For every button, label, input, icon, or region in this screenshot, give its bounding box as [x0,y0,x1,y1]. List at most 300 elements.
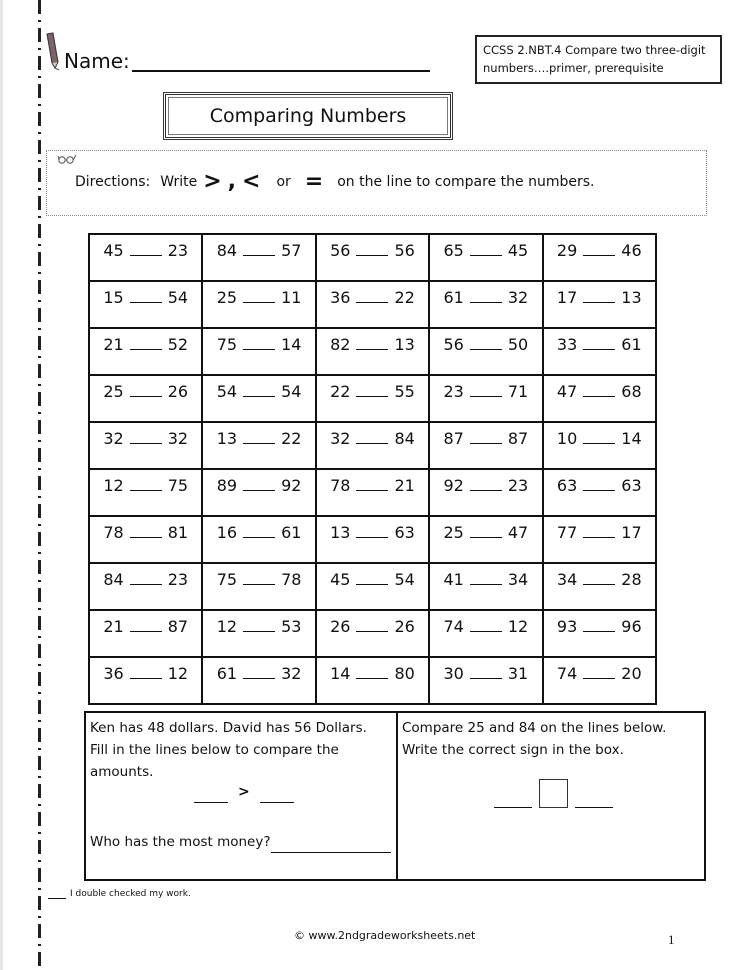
left-number: 56 [443,335,464,354]
grid-cell [316,422,429,469]
comparison-problem [430,288,541,307]
grid-cell [543,328,656,375]
grid-cell [316,610,429,657]
left-number: 61 [443,288,464,307]
grid-cell [429,563,542,610]
right-number: 17 [621,523,642,542]
grid-row [89,422,656,469]
right-number: 13 [621,288,642,307]
grid-row [89,516,656,563]
grid-cell [316,563,429,610]
page-title: Comparing Numbers [163,92,453,140]
answer-blank[interactable] [356,430,388,444]
left-number: 13 [330,523,351,542]
right-number: 14 [621,429,642,448]
answer-blank[interactable] [130,430,162,444]
answer-blank-right[interactable] [260,789,294,803]
left-number: 30 [443,664,464,683]
grid-cell [89,469,202,516]
comparison-problem [430,664,541,683]
right-number: 14 [281,335,302,354]
money-compare-row [194,781,294,803]
right-number: 87 [167,617,189,636]
answer-blank[interactable] [470,430,502,444]
grid-cell [89,422,202,469]
answer-blank[interactable] [470,383,502,397]
left-number: 25 [443,523,464,542]
comparison-problem [90,288,201,307]
grid-cell [429,610,542,657]
dashed-cut-line [38,0,41,970]
grid-cell [89,281,202,328]
answer-blank[interactable] [356,571,388,585]
word-problem-line-1: Ken has 48 dollars. David has 56 Dollars. [90,720,367,736]
right-number: 21 [394,476,415,495]
answer-blank[interactable] [583,524,615,538]
grid-cell [429,469,542,516]
comparison-problem [544,664,655,683]
word-problem-line-3: amounts. [90,764,154,780]
comparison-problem [544,382,655,401]
left-number: 75 [216,335,238,354]
comparison-problem [90,617,201,636]
comparison-problem [544,288,655,307]
left-number: 36 [330,288,351,307]
answer-blank[interactable] [356,336,388,350]
compare-instruction-1: Compare 25 and 84 on the lines below. [402,720,667,736]
answer-blank[interactable] [243,571,275,585]
left-number: 12 [103,476,124,495]
name-input-line[interactable] [132,52,430,72]
comparison-problem [90,664,201,683]
comparison-problem [317,664,428,683]
grid-cell [89,328,202,375]
comparison-problem [203,429,314,448]
right-number: 23 [167,570,189,589]
right-number: 52 [167,335,189,354]
grid-row [89,234,656,281]
comparison-problem [544,570,655,589]
answer-blank[interactable] [583,618,615,632]
left-number: 17 [556,288,578,307]
answer-blank[interactable] [243,524,275,538]
grid-row [89,328,656,375]
left-number: 25 [216,288,238,307]
right-number: 54 [281,382,302,401]
right-number: 13 [394,335,415,354]
left-number: 93 [556,617,578,636]
answer-blank[interactable] [470,336,502,350]
right-number: 32 [507,288,529,307]
comparison-problem [90,335,201,354]
comparison-problem [430,617,541,636]
right-number: 56 [394,241,415,260]
left-number: 54 [216,382,238,401]
grid-cell [543,516,656,563]
right-number: 50 [507,335,529,354]
page-number: 1 [668,932,675,947]
left-number: 22 [330,382,351,401]
comparison-problem [203,664,314,683]
left-number: 15 [103,288,124,307]
grid-cell [316,328,429,375]
right-number: 12 [167,664,189,683]
directions-or: or [276,173,291,190]
double-check-label: I double checked my work. [70,889,191,899]
directions-suffix: on the line to compare the numbers. [337,173,595,190]
grid-cell [543,422,656,469]
right-number: 32 [167,429,189,448]
comparison-problem [430,241,541,260]
left-number: 45 [103,241,124,260]
comparison-problem [203,241,314,260]
answer-blank[interactable] [130,618,162,632]
left-number: 78 [103,523,124,542]
directions-write: Write [160,173,198,190]
compare-blank-left[interactable] [494,794,532,808]
comparison-problem [203,288,314,307]
right-number: 96 [621,617,642,636]
grid-cell [202,375,315,422]
word-problem-box [86,713,398,879]
grid-row [89,610,656,657]
answer-blank[interactable] [243,618,275,632]
answer-blank[interactable] [243,430,275,444]
comparison-problem [544,429,655,448]
sign-answer-box[interactable] [539,779,568,808]
right-number: 63 [621,476,642,495]
who-most-money-row [90,831,391,853]
comparison-problem [430,429,541,448]
grid-cell [429,375,542,422]
grid-row [89,563,656,610]
comparison-problem [203,617,314,636]
answer-blank[interactable] [356,524,388,538]
right-number: 26 [394,617,415,636]
right-number: 22 [394,288,415,307]
right-number: 54 [394,570,415,589]
grid-cell [316,375,429,422]
left-number: 32 [330,429,351,448]
grid-cell [202,563,315,610]
grid-cell [543,469,656,516]
comparison-problem [90,523,201,542]
answer-blank[interactable] [583,571,615,585]
answer-blank[interactable] [130,242,162,256]
answer-blank[interactable] [243,665,275,679]
grid-row [89,375,656,422]
comma-symbol: , [227,169,237,194]
left-number: 10 [556,429,578,448]
comparison-problem [90,382,201,401]
left-number: 84 [216,241,238,260]
comparison-problem [317,335,428,354]
answer-blank[interactable] [470,665,502,679]
copyright-text: © www.2ndgradeworksheets.net [294,929,476,942]
grid-cell [202,422,315,469]
grid-cell [429,422,542,469]
bottom-problems [84,711,706,881]
right-number: 47 [507,523,529,542]
grid-cell [202,328,315,375]
right-number: 57 [281,241,302,260]
left-number: 25 [103,382,124,401]
directions-label: Directions: [75,173,151,190]
comparison-problem [317,570,428,589]
equals-symbol: = [304,169,324,194]
right-number: 31 [507,664,529,683]
left-number: 56 [330,241,351,260]
left-number: 32 [103,429,124,448]
right-number: 23 [167,241,189,260]
comparison-problem [90,241,201,260]
answer-blank-left[interactable] [194,789,228,803]
left-number: 14 [330,664,351,683]
comparison-problem [203,570,314,589]
compare-blank-right[interactable] [575,794,613,808]
right-number: 12 [507,617,529,636]
answer-blank[interactable] [243,242,275,256]
comparison-problem [430,523,541,542]
directions-text [75,169,594,194]
left-number: 75 [216,570,238,589]
comparison-problem [430,335,541,354]
right-number: 68 [621,382,642,401]
right-number: 28 [621,570,642,589]
grid-cell [543,375,656,422]
right-number: 55 [394,382,415,401]
left-number: 16 [216,523,238,542]
comparison-problem [544,241,655,260]
grid-cell [316,516,429,563]
name-row [44,32,430,72]
answer-blank[interactable] [243,336,275,350]
right-number: 87 [507,429,529,448]
comparison-problem [317,288,428,307]
left-number: 82 [330,335,351,354]
right-number: 26 [167,382,189,401]
grid-cell [202,610,315,657]
answer-blank[interactable] [356,383,388,397]
right-number: 45 [507,241,529,260]
comparison-problem [430,570,541,589]
answer-blank[interactable] [356,618,388,632]
answer-blank[interactable] [583,477,615,491]
comparison-problem [544,523,655,542]
right-number: 84 [394,429,415,448]
answer-blank[interactable] [470,289,502,303]
answer-blank[interactable] [470,618,502,632]
grid-cell [543,281,656,328]
answer-blank[interactable] [470,524,502,538]
comparison-problem [203,476,314,495]
left-number: 21 [103,617,124,636]
answer-blank[interactable] [583,665,615,679]
who-most-money-question: Who has the most money? [90,834,271,850]
left-number: 36 [103,664,124,683]
answer-blank[interactable] [583,289,615,303]
comparison-grid [88,233,657,705]
answer-blank[interactable] [130,665,162,679]
compare-instruction-2: Write the correct sign in the box. [402,742,624,758]
double-check-row [48,889,191,899]
left-number: 65 [443,241,464,260]
grid-row [89,469,656,516]
right-number: 20 [621,664,642,683]
right-number: 80 [394,664,415,683]
right-number: 81 [167,523,189,542]
answer-blank[interactable] [583,242,615,256]
grid-cell [429,281,542,328]
answer-blank[interactable] [470,242,502,256]
comparison-problem [203,382,314,401]
right-number: 34 [507,570,529,589]
grid-cell [316,234,429,281]
left-number: 92 [443,476,464,495]
grid-cell [316,657,429,704]
grid-row [89,657,656,704]
standard-box: CCSS 2.NBT.4 Compare two three-digit numbers….primer, prerequisite [475,35,722,84]
comparison-problem [430,382,541,401]
comparison-problem [317,617,428,636]
less-than-symbol: < [242,169,261,194]
left-number: 33 [556,335,578,354]
sign-box-row [494,779,613,808]
comparison-problem [544,617,655,636]
directions-box [46,150,707,216]
right-number: 78 [281,570,302,589]
left-number: 29 [556,241,578,260]
answer-blank[interactable] [356,242,388,256]
grid-cell [202,657,315,704]
comparison-problem [317,429,428,448]
comparison-problem [430,476,541,495]
left-number: 26 [330,617,351,636]
grid-cell [89,375,202,422]
right-number: 22 [281,429,302,448]
answer-blank[interactable] [356,665,388,679]
left-number: 87 [443,429,464,448]
grid-cell [543,563,656,610]
grid-cell [429,516,542,563]
grid-cell [202,234,315,281]
left-number: 74 [443,617,464,636]
comparison-problem [90,570,201,589]
left-number: 34 [556,570,578,589]
answer-blank[interactable] [583,383,615,397]
right-number: 32 [281,664,302,683]
right-number: 71 [507,382,529,401]
left-number: 45 [330,570,351,589]
answer-blank[interactable] [130,336,162,350]
who-most-money-blank[interactable] [271,837,391,853]
answer-blank[interactable] [356,477,388,491]
left-number: 23 [443,382,464,401]
pencil-icon [44,32,60,72]
grid-cell [202,516,315,563]
comparison-problem [90,429,201,448]
answer-blank[interactable] [356,289,388,303]
compare-box [398,713,704,879]
answer-blank[interactable] [130,477,162,491]
left-number: 41 [443,570,464,589]
answer-blank[interactable] [583,336,615,350]
answer-blank[interactable] [243,477,275,491]
answer-blank[interactable] [243,383,275,397]
answer-blank[interactable] [130,571,162,585]
greater-than-symbol: > [238,784,250,800]
answer-blank[interactable] [130,383,162,397]
left-number: 63 [556,476,578,495]
comparison-problem [203,523,314,542]
answer-blank[interactable] [130,289,162,303]
answer-blank[interactable] [243,289,275,303]
grid-cell [429,234,542,281]
comparison-problem [90,476,201,495]
right-number: 92 [281,476,302,495]
grid-cell [543,234,656,281]
right-number: 63 [394,523,415,542]
left-number: 84 [103,570,124,589]
double-check-blank[interactable] [48,890,66,899]
right-number: 53 [281,617,302,636]
left-number: 78 [330,476,351,495]
word-problem-line-2: Fill in the lines below to compare the [90,742,339,758]
right-number: 46 [621,241,642,260]
comparison-problem [317,476,428,495]
grid-cell [316,281,429,328]
left-number: 47 [556,382,578,401]
answer-blank[interactable] [470,477,502,491]
right-number: 23 [507,476,529,495]
grid-cell [543,610,656,657]
grid-cell [543,657,656,704]
left-number: 61 [216,664,238,683]
grid-cell [202,469,315,516]
comparison-problem [203,335,314,354]
answer-blank[interactable] [583,430,615,444]
right-number: 11 [281,288,302,307]
left-number: 12 [216,617,238,636]
grid-cell [89,234,202,281]
grid-cell [429,657,542,704]
left-number: 77 [556,523,578,542]
name-label: Name: [64,49,130,73]
answer-blank[interactable] [130,524,162,538]
greater-than-symbol: > [203,169,222,194]
right-number: 61 [621,335,642,354]
right-number: 54 [167,288,189,307]
comparison-problem [544,335,655,354]
grid-cell [316,469,429,516]
answer-blank[interactable] [470,571,502,585]
comparison-problem [317,241,428,260]
glasses-icon [57,154,77,164]
comparison-problem [317,382,428,401]
left-number: 89 [216,476,238,495]
left-number: 74 [556,664,578,683]
grid-cell [202,281,315,328]
grid-cell [89,610,202,657]
grid-cell [89,516,202,563]
page-edge [0,0,3,970]
grid-cell [429,328,542,375]
left-number: 13 [216,429,238,448]
grid-cell [89,657,202,704]
right-number: 75 [167,476,189,495]
left-number: 21 [103,335,124,354]
grid-row [89,281,656,328]
